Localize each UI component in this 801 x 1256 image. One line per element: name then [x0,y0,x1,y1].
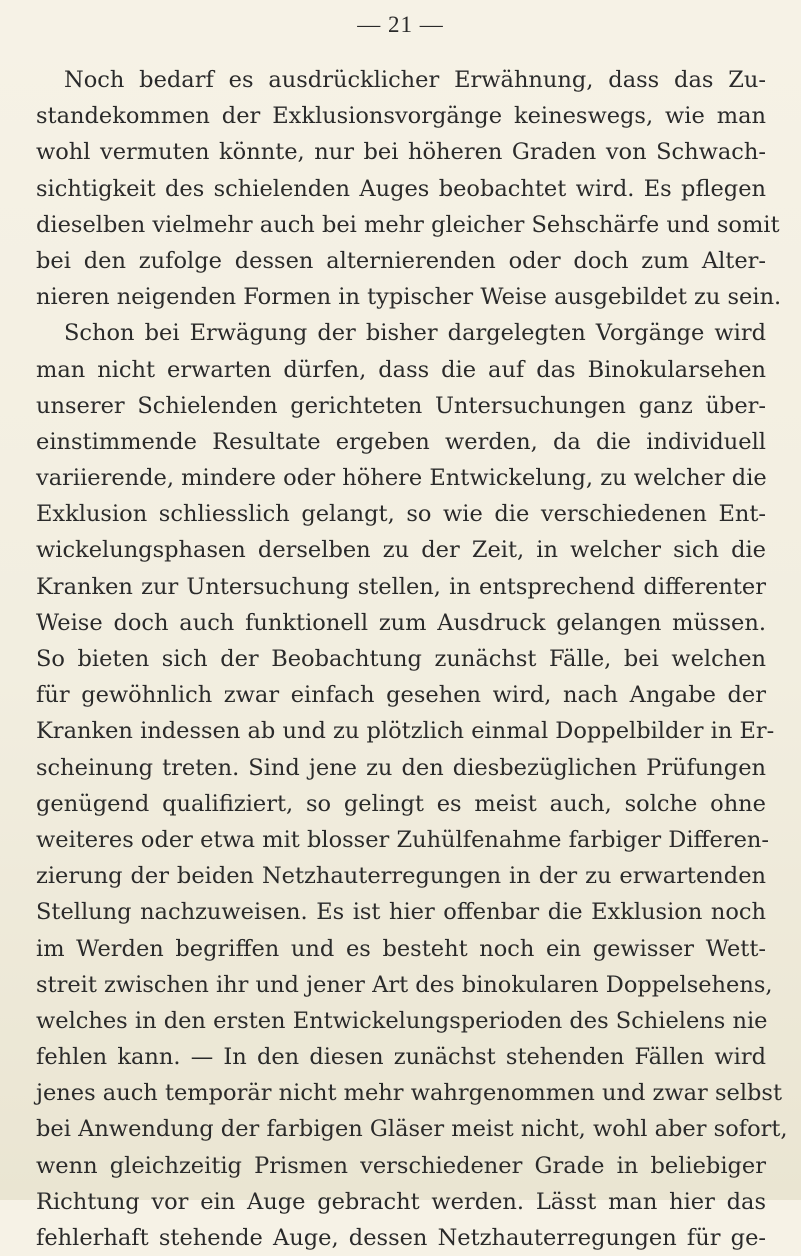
text-line: dieselben vielmehr auch bei mehr gleicher Sehschärfe und somit [36,211,780,238]
text-line: jenes auch temporär nicht mehr wahrgenommen und zwar selbst [36,1080,783,1107]
text-line: Noch bedarf es ausdrücklicher Erwähnung, dass das Zu- [64,67,766,93]
text-line: nieren neigenden Formen in typischer Weise ausgebildet zu sein. [36,284,782,311]
text-line: welches in den ersten Entwickelungsperioden des Schielens nie [36,1007,768,1034]
text-line: sichtigkeit des schielenden Auges beobachtet wird. Es pflegen [36,175,766,202]
text-line: standekommen der Exklusionsvorgänge keineswegs, wie man [36,103,766,130]
text-line: man nicht erwarten dürfen, dass die auf das Binokularsehen [36,356,766,383]
text-line: So bieten sich der Beobachtung zunächst Fälle, bei welchen [36,646,766,672]
text-line: fehlen kann. — In den diesen zunächst stehenden Fällen wird [36,1044,766,1071]
text-line: bei den zufolge dessen alternierenden oder doch zum Alter- [36,247,766,274]
text-line: Kranken zur Untersuchung stellen, in entsprechend differenter [36,573,766,600]
text-line: im Werden begriffen und es besteht noch ein gewisser Wett- [36,935,766,962]
text-line: wenn gleichzeitig Prismen verschiedener Grade in beliebiger [36,1152,766,1179]
text-line: weiteres oder etwa mit blosser Zuhülfenahme farbiger Differen- [36,826,770,853]
text-line: für gewöhnlich zwar einfach gesehen wird, nach Angabe der [36,682,766,709]
text-line: bei Anwendung der farbigen Gläser meist nicht, wohl aber sofort, [36,1116,788,1143]
text-line: scheinung treten. Sind jene zu den diesbezüglichen Prüfungen [36,754,766,781]
body-text [36,62,788,1256]
text-line: einstimmende Resultate ergeben werden, da die individuell [36,428,766,455]
paragraph-2 [36,315,788,1256]
text-line: streit zwischen ihr und jener Art des binokularen Doppelsehens, [36,971,773,998]
text-line: wohl vermuten könnte, nur bei höheren Graden von Schwach- [36,139,766,166]
text-line: Schon bei Erwägung der bisher dargelegten Vorgänge wird [64,320,766,347]
page-number: — 21 — [357,12,444,37]
text-line: Stellung nachzuweisen. Es ist hier offenbar die Exklusion noch [36,899,766,926]
text-line: wickelungsphasen derselben zu der Zeit, in welcher sich die [36,537,766,564]
text-line: Richtung vor ein Auge gebracht werden. Lässt man hier das [36,1188,766,1215]
text-line: Exklusion schliesslich gelangt, so wie die verschiedenen Ent- [36,501,766,528]
text-line: variierende, mindere oder höhere Entwickelung, zu welcher die [36,465,767,492]
text-line: Weise doch auch funktionell zum Ausdruck gelangen müssen. [36,609,766,636]
text-line: Kranken indessen ab und zu plötzlich einmal Doppelbilder in Er- [36,718,775,745]
paragraph-1 [36,62,782,315]
text-line: fehlerhaft stehende Auge, dessen Netzhauterregungen für ge- [36,1225,766,1251]
text-line: genügend qualifiziert, so gelingt es meist auch, solche ohne [36,790,766,817]
text-line: unserer Schielenden gerichteten Untersuchungen ganz über- [36,392,766,419]
text-line: zierung der beiden Netzhauterregungen in der zu erwartenden [36,863,766,890]
